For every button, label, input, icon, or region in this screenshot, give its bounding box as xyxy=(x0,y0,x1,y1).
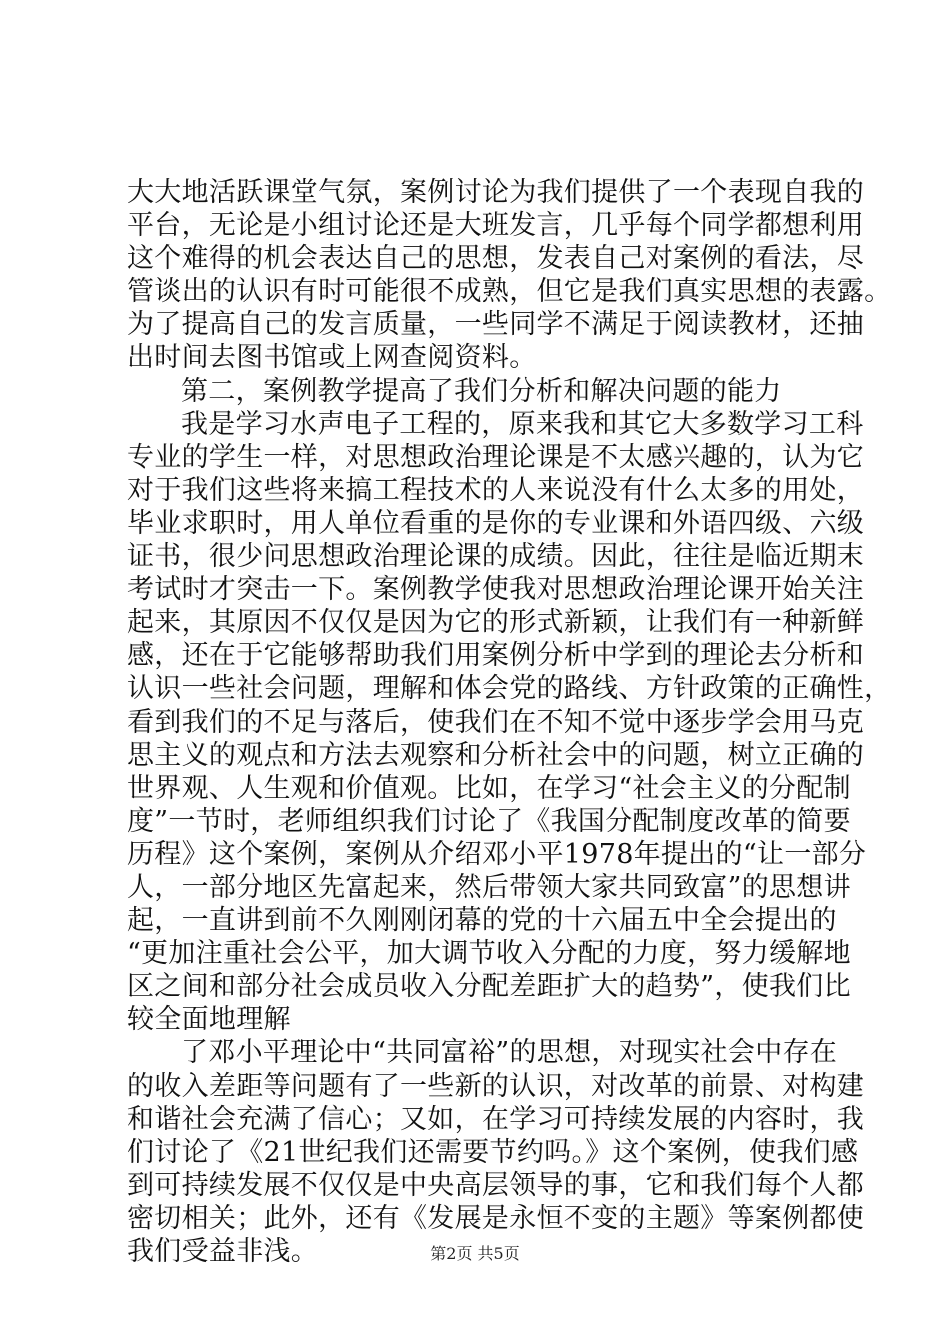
text-line: 世界观、人生观和价值观。比如，在学习“社会主义的分配制 xyxy=(127,772,851,804)
text-line: “更加注重社会公平，加大调节收入分配的力度，努力缓解地 xyxy=(127,938,851,970)
text-line: 对于我们这些将来搞工程技术的人来说没有什么太多的用处， xyxy=(127,474,865,506)
body-text xyxy=(127,176,892,1268)
text-line: 管谈出的认识有时可能很不成熟，但它是我们真实思想的表露。 xyxy=(127,276,892,308)
text-line: 起，一直讲到前不久刚刚闭幕的党的十六届五中全会提出的 xyxy=(127,905,837,937)
text-line: 密切相关；此外，还有《发展是永恒不变的主题》等案例都使 xyxy=(127,1202,865,1234)
text-line: 区之间和部分社会成员收入分配差距扩大的趋势”，使我们比 xyxy=(127,971,851,1003)
text-line: 看到我们的不足与落后，使我们在不知不觉中逐步学会用马克 xyxy=(127,706,865,738)
text-line: 的收入差距等问题有了一些新的认识，对改革的前景、对构建 xyxy=(127,1070,865,1102)
text-line: 考试时才突击一下。案例教学使我对思想政治理论课开始关注 xyxy=(127,574,865,606)
text-line: 我们受益非浅。 xyxy=(127,1236,319,1267)
text-line: 大大地活跃课堂气氛，案例讨论为我们提供了一个表现自我的 xyxy=(127,177,865,208)
page-number-footer: 第2页 共5页 xyxy=(430,1244,520,1263)
text-line: 们讨论了《21世纪我们还需要节约吗。》这个案例，使我们感 xyxy=(127,1136,859,1168)
text-line: 人，一部分地区先富起来，然后带领大家共同致富”的思想讲 xyxy=(127,871,851,903)
text-line: 出时间去图书馆或上网查阅资料。 xyxy=(127,342,537,374)
text-line: 这个难得的机会表达自己的思想，发表自己对案例的看法，尽 xyxy=(127,243,865,275)
text-line: 感，还在于它能够帮助我们用案例分析中学到的理论去分析和 xyxy=(127,640,865,672)
text-line: 证书，很少问思想政治理论课的成绩。因此，往往是临近期末 xyxy=(127,541,865,573)
text-line: 为了提高自己的发言质量，一些同学不满足于阅读教材，还抽 xyxy=(127,309,865,341)
text-line: 度”一节时，老师组织我们讨论了《我国分配制度改革的简要 xyxy=(127,805,851,837)
text-line: 起来，其原因不仅仅是因为它的形式新颖，让我们有一种新鲜 xyxy=(127,607,865,639)
text-line: 到可持续发展不仅仅是中央高层领导的事，它和我们每个人都 xyxy=(127,1169,865,1201)
text-line: 我是学习水声电子工程的，原来我和其它大多数学习工科 xyxy=(181,408,864,440)
text-line: 平台，无论是小组讨论还是大班发言，几乎每个同学都想利用 xyxy=(127,210,865,242)
text-line: 专业的学生一样，对思想政治理论课是不太感兴趣的，认为它 xyxy=(127,441,865,473)
text-line: 历程》这个案例，案例从介绍邓小平1978年提出的“让一部分 xyxy=(127,838,867,870)
text-line: 认识一些社会问题，理解和体会党的路线、方针政策的正确性， xyxy=(127,673,892,705)
text-line: 思主义的观点和方法去观察和分析社会中的问题，树立正确的 xyxy=(127,739,865,771)
text-line: 毕业求职时，用人单位看重的是你的专业课和外语四级、六级 xyxy=(127,507,865,539)
text-line: 了邓小平理论中“共同富裕”的思想，对现实社会中存在 xyxy=(181,1037,838,1069)
text-line: 和谐社会充满了信心；又如，在学习可持续发展的内容时，我 xyxy=(127,1103,865,1135)
section-heading: 第二，案例教学提高了我们分析和解决问题的能力 xyxy=(181,375,782,407)
text-line: 较全面地理解 xyxy=(127,1004,291,1036)
